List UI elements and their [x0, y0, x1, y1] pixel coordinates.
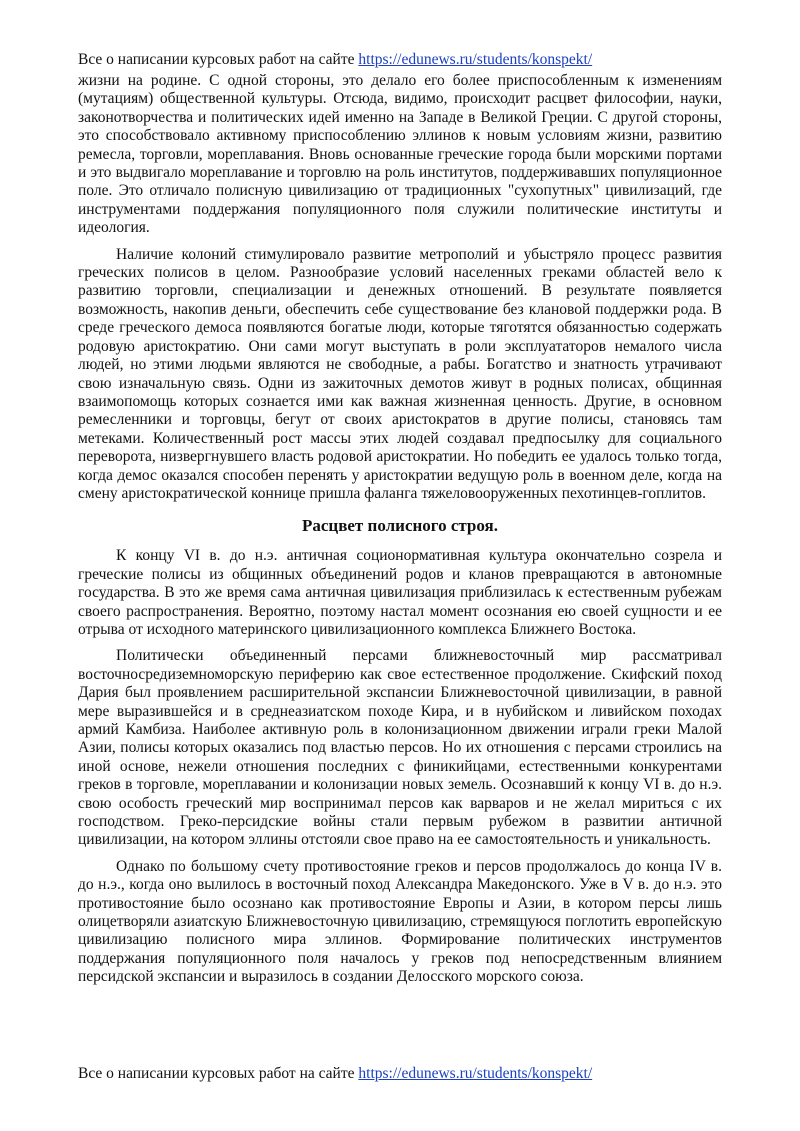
paragraph-2: Наличие колоний стимулировало развитие метрополий и убыстряло процесс развития греческих полисов в целом. Разнообразие условий населенных греками областей вело к развитию торговли, специализации и денежных отношений. В результате появляется возможность, накопив деньги, обеспечить себе существование без клановой поддержки рода. В среде греческого демоса появляются богатые люди, которые тяготятся обязанностью содержать родовую аристократию. Они сами могут выступать в роли эксплуататоров немалого числа людей, но этими людьми являются не свободные, а рабы. Богатство и знатность утрачивают свою изначальную связь. Одни из зажиточных демотов живут в родных полисах, общинная взаимопомощь которых сознается ими как важная жизненная ценность. Другие, в основном ремесленники и торговцы, бегут от своих аристократов в другие полисы, становясь там метеками. Количественный рост массы этих людей создавал предпосылку для социального переворота, низвергнувшего власть родовой аристократии. Но победить ее удалось только тогда, когда демос оказался способен перенять у аристократии ведущую роль в военном деле, когда на смену аристократической коннице пришла фаланга тяжеловооруженных пехотинцев-гоплитов.	[78, 245, 722, 502]
footer-link[interactable]: https://edunews.ru/students/konspekt/	[358, 1065, 593, 1082]
page-footer	[78, 1064, 592, 1084]
section-heading: Расцвет полисного строя.	[301, 516, 499, 536]
paragraph-4: Политически объединенный персами ближневосточный мир рассматривал восточносредиземноморскую периферию как свое естественное продолжение. Скифский поход Дария был проявлением расширительной экспансии Ближневосточной цивилизации, в равной мере выразившейся и в среднеазиатском походе Кира, и в нубийском и ливийском походах армий Камбиза. Наиболее активную роль в колонизационном движении играли греки Малой Азии, полисы которых оказались под властью персов. Но их отношения с персами строились на иной основе, нежели отношения последних с финикийцами, естественными конкурентами греков в торговле, мореплавании и колонизации новых земель. Осознавший к концу VI в. до н.э. свою особость греческий мир воспринимал персов как варваров и не желал мириться с их господством. Греко-персидские войны стали первым рубежом в развитии античной цивилизации, на котором эллины отстояли свое право на ее самостоятельность и уникальность.	[78, 647, 722, 849]
footer-text: Все о написании курсовых работ на сайте	[78, 1065, 359, 1082]
header-text: Все о написании курсовых работ на сайте	[78, 51, 359, 68]
header-link[interactable]: https://edunews.ru/students/konspekt/	[358, 51, 593, 68]
paragraph-1: жизни на родине. С одной стороны, это делало его более приспособленным к изменениям (мутациям) общественной культуры. Отсюда, видимо, происходит расцвет философии, науки, законотворчества и политических идей именно на Западе в Великой Греции. С другой стороны, это способствовало активному приспособлению эллинов к новым условиям жизни, развитию ремесла, торговли, мореплавания. Вновь основанные греческие города были морскими портами и это выдвигало мореплавание и торговлю на роль институтов, поддерживавших популяционное поле. Это отличало полисную цивилизацию от традиционных "сухопутных" цивилизаций, где инструментами поддержания популяционного поля служили политические институты и идеология.	[78, 72, 722, 237]
page-header	[78, 50, 592, 70]
document-body	[78, 72, 722, 995]
paragraph-5: Однако по большому счету противостояние греков и персов продолжалось до конца IV в. до н.э., когда оно вылилось в восточный поход Александра Македонского. Уже в V в. до н.э. это противостояние было осознано как противостояние Европы и Азии, в котором персы лишь олицетворяли азиатскую Ближневосточную цивилизацию, стремящуюся поглотить европейскую цивилизацию полисного мира эллинов. Формирование политических инструментов поддержания популяционного поля началось у греков под непосредственным влиянием персидской экспансии и выразилось в создании Делосского морского союза.	[78, 857, 722, 986]
paragraph-3: К концу VI в. до н.э. античная соционормативная культура окончательно созрела и греческие полисы из общинных объединений родов и кланов превращаются в автономные государства. В это же время сама античная цивилизация приблизилась к естественным рубежам своего распространения. Вероятно, поэтому настал момент осознания ею своей сущности и ее отрыва от исходного материнского цивилизационного комплекса Ближнего Востока.	[78, 547, 722, 638]
